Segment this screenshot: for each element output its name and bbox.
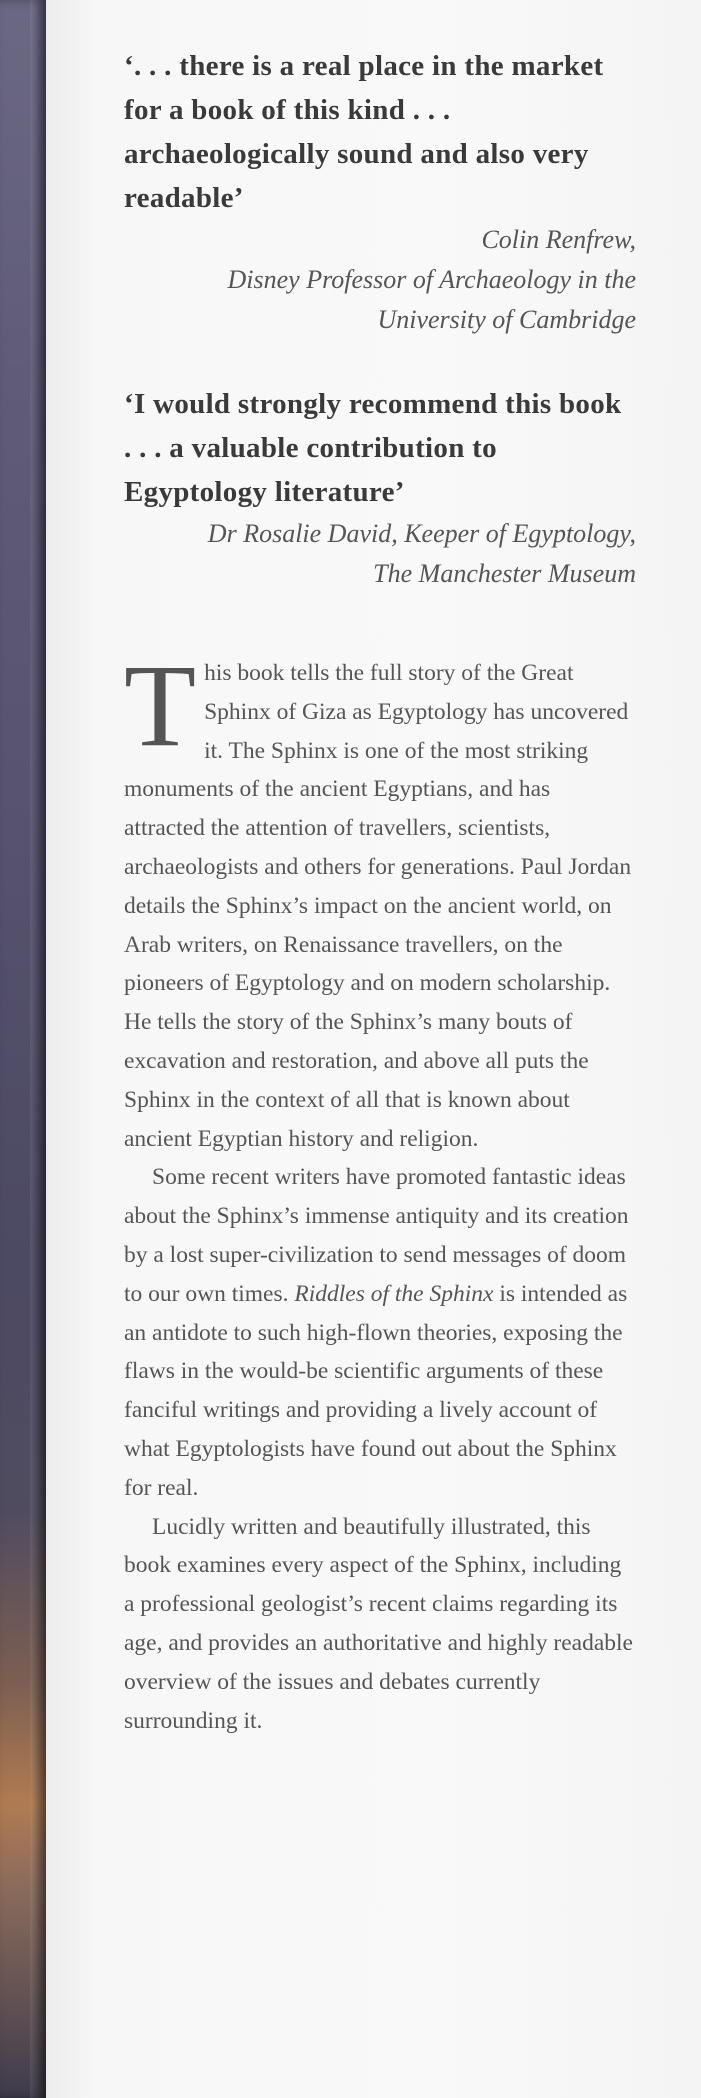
attribution-line: Colin Renfrew, [481, 225, 636, 254]
paragraph-text: is intended as an antidote to such high-flown theories, exposing the flaws in the would-be scientific arguments of these fanciful writings and providing a lively account of what Egyptologists have found out about the Sphinx for real. [124, 1280, 628, 1501]
blurb-paragraph-3: Lucidly written and beautifully illustrated, this book examines every aspect of the Sphinx, including a professional geologist’s recent claims regarding its age, and provides an authoritative and highly readable overview of the issues and debates currently surrounding it. [124, 1513, 633, 1734]
back-cover-text [124, 44, 636, 1740]
paragraph-text: Some recent writers have promoted fantastic ideas about the Sphinx’s immense antiquity and its creation by a lost super-civilization to send messages of doom to our own times. [124, 1164, 629, 1307]
blurb-paragraph-2 [124, 1158, 636, 1507]
blurb-paragraph-1 [124, 640, 636, 1158]
paragraph-text: his book tells the full story of the Great Sphinx of Giza as Egyptology has uncovered it. The Sphinx is one of the most striking monuments of the ancient Egyptians, and has attracted the attention of travellers, scientists, archaeologists and others for generations. Paul Jordan details the Sphinx’s impact on the ancient world, on Arab writers, on Renaissance travellers, on the pioneers of Egyptology and on modern scholarship. He tells the story of the Sphinx’s many bouts of excavation and restoration, and above all puts the Sphinx in the context of all that is known about ancient Egyptian history and religion. [124, 660, 632, 1152]
spine-shadow [30, 0, 46, 2098]
endorsement-quote: ‘I would strongly recommend this book . . . a valuable contribution to Egyptology literature’ [124, 388, 622, 508]
attribution-line: University of Cambridge [377, 305, 636, 334]
attribution-line: Disney Professor of Archaeology in the [227, 265, 636, 294]
endorsement-renfrew [124, 44, 636, 340]
endorsement-attribution [124, 514, 636, 594]
attribution-line: Dr Rosalie David, Keeper of Egyptology, [207, 519, 636, 548]
endorsement-david [124, 382, 636, 594]
endorsement-attribution [124, 220, 636, 340]
drop-cap: T [124, 640, 197, 771]
book-title: Riddles of the Sphinx [294, 1280, 494, 1307]
endorsement-quote: ‘. . . there is a real place in the market for a book of this kind . . . archaeologically sound and also very readable’ [124, 50, 604, 214]
attribution-line: The Manchester Museum [373, 559, 636, 588]
